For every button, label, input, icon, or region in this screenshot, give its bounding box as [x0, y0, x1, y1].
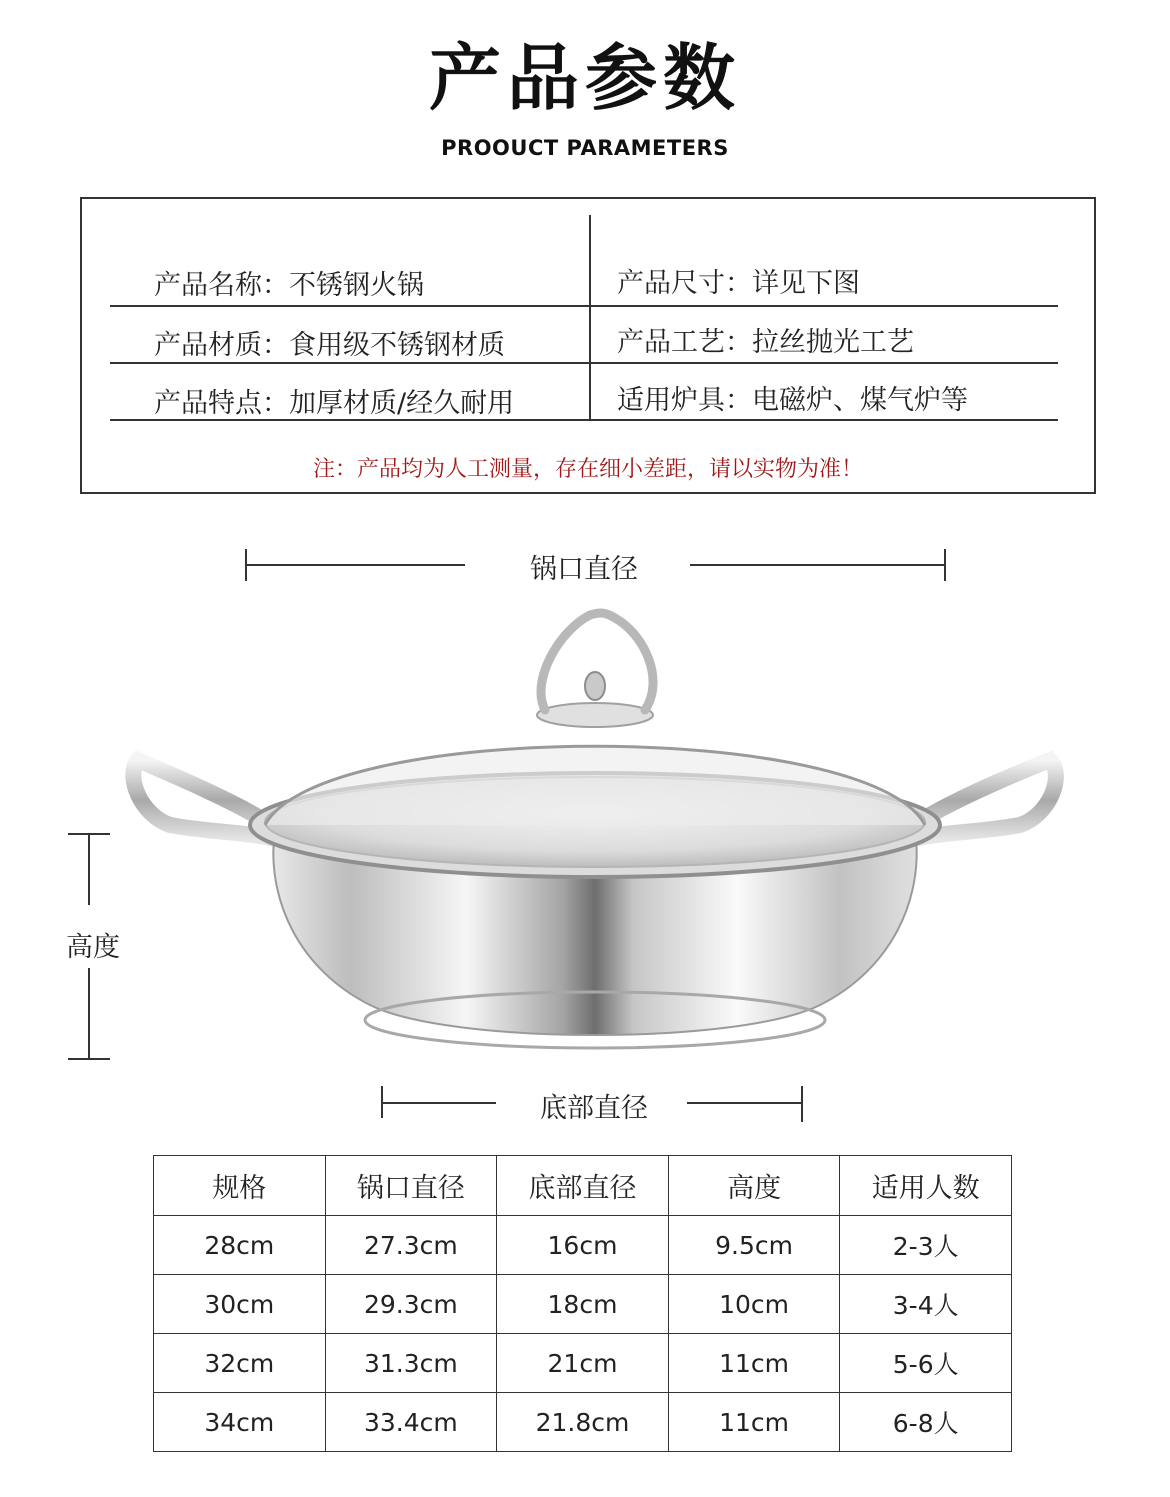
table-cell: 11cm — [668, 1334, 840, 1393]
table-cell: 21cm — [497, 1334, 669, 1393]
table-cell: 16cm — [497, 1216, 669, 1275]
param-material-value: 食用级不锈钢材质 — [289, 330, 505, 361]
table-header-row — [154, 1156, 1012, 1216]
table-cell: 18cm — [497, 1275, 669, 1334]
table-cell: 28cm — [154, 1216, 326, 1275]
param-stove — [617, 378, 968, 417]
param-name-value: 不锈钢火锅 — [289, 270, 424, 301]
table-cell: 30cm — [154, 1275, 326, 1334]
row-divider — [110, 362, 1058, 364]
param-material — [154, 323, 505, 362]
header-servings: 适用人数 — [840, 1156, 1012, 1216]
table-cell: 3-4人 — [840, 1275, 1012, 1334]
table-cell: 29.3cm — [325, 1275, 497, 1334]
param-craft-label: 产品工艺： — [617, 327, 752, 358]
bottom-diameter-tick-left — [381, 1086, 383, 1118]
bottom-diameter-tick-right — [801, 1086, 803, 1122]
top-diameter-label: 锅口直径 — [530, 554, 638, 585]
param-size-label: 产品尺寸： — [617, 268, 752, 299]
table-cell: 32cm — [154, 1334, 326, 1393]
height-line-bottom — [88, 968, 90, 1060]
param-feature-label: 产品特点： — [154, 388, 289, 419]
header-bottom-diameter: 底部直径 — [497, 1156, 669, 1216]
glass-lid — [265, 703, 925, 825]
param-name — [154, 263, 424, 302]
measurement-note: 注：产品均为人工测量，存在细小差距，请以实物为准！ — [312, 457, 863, 482]
height-tick-bottom — [68, 1058, 110, 1060]
table-cell: 33.4cm — [325, 1393, 497, 1452]
table-cell: 2-3人 — [840, 1216, 1012, 1275]
spec-table — [153, 1155, 1012, 1452]
page-title: 产品参数 — [428, 36, 741, 120]
hot-pot-image — [120, 600, 1070, 1070]
parameter-box — [80, 197, 1096, 494]
top-diameter-line-left — [245, 564, 465, 566]
table-cell: 10cm — [668, 1275, 840, 1334]
table-cell: 9.5cm — [668, 1216, 840, 1275]
table-cell: 5-6人 — [840, 1334, 1012, 1393]
lid-knob-handle — [541, 613, 653, 710]
table-cell: 34cm — [154, 1393, 326, 1452]
bottom-diameter-line-left — [381, 1102, 496, 1104]
table-row — [154, 1334, 1012, 1393]
bottom-diameter-line-right — [687, 1102, 803, 1104]
param-size — [617, 261, 860, 300]
row-divider — [110, 305, 1058, 307]
page-subtitle: PROOUCT PARAMETERS — [441, 136, 729, 160]
top-diameter-tick-right — [944, 549, 946, 581]
param-size-value: 详见下图 — [752, 268, 860, 299]
table-cell: 31.3cm — [325, 1334, 497, 1393]
height-line-top — [88, 833, 90, 905]
param-stove-label: 适用炉具： — [617, 385, 752, 416]
param-stove-value: 电磁炉、煤气炉等 — [752, 385, 968, 416]
param-craft-value: 拉丝抛光工艺 — [752, 327, 914, 358]
param-material-label: 产品材质： — [154, 330, 289, 361]
header-top-diameter: 锅口直径 — [325, 1156, 497, 1216]
top-diameter-tick-left — [245, 549, 247, 581]
param-feature-value: 加厚材质/经久耐用 — [289, 388, 515, 419]
table-cell: 27.3cm — [325, 1216, 497, 1275]
table-row — [154, 1275, 1012, 1334]
column-divider — [589, 215, 591, 419]
table-cell: 21.8cm — [497, 1393, 669, 1452]
table-row — [154, 1393, 1012, 1452]
param-feature — [154, 381, 514, 420]
table-cell: 11cm — [668, 1393, 840, 1452]
height-label: 高度 — [66, 932, 120, 963]
param-craft — [617, 320, 914, 359]
header-height: 高度 — [668, 1156, 840, 1216]
header-size: 规格 — [154, 1156, 326, 1216]
table-row — [154, 1216, 1012, 1275]
param-name-label: 产品名称： — [154, 270, 289, 301]
top-diameter-line-right — [690, 564, 946, 566]
table-cell: 6-8人 — [840, 1393, 1012, 1452]
bottom-diameter-label: 底部直径 — [540, 1093, 648, 1124]
